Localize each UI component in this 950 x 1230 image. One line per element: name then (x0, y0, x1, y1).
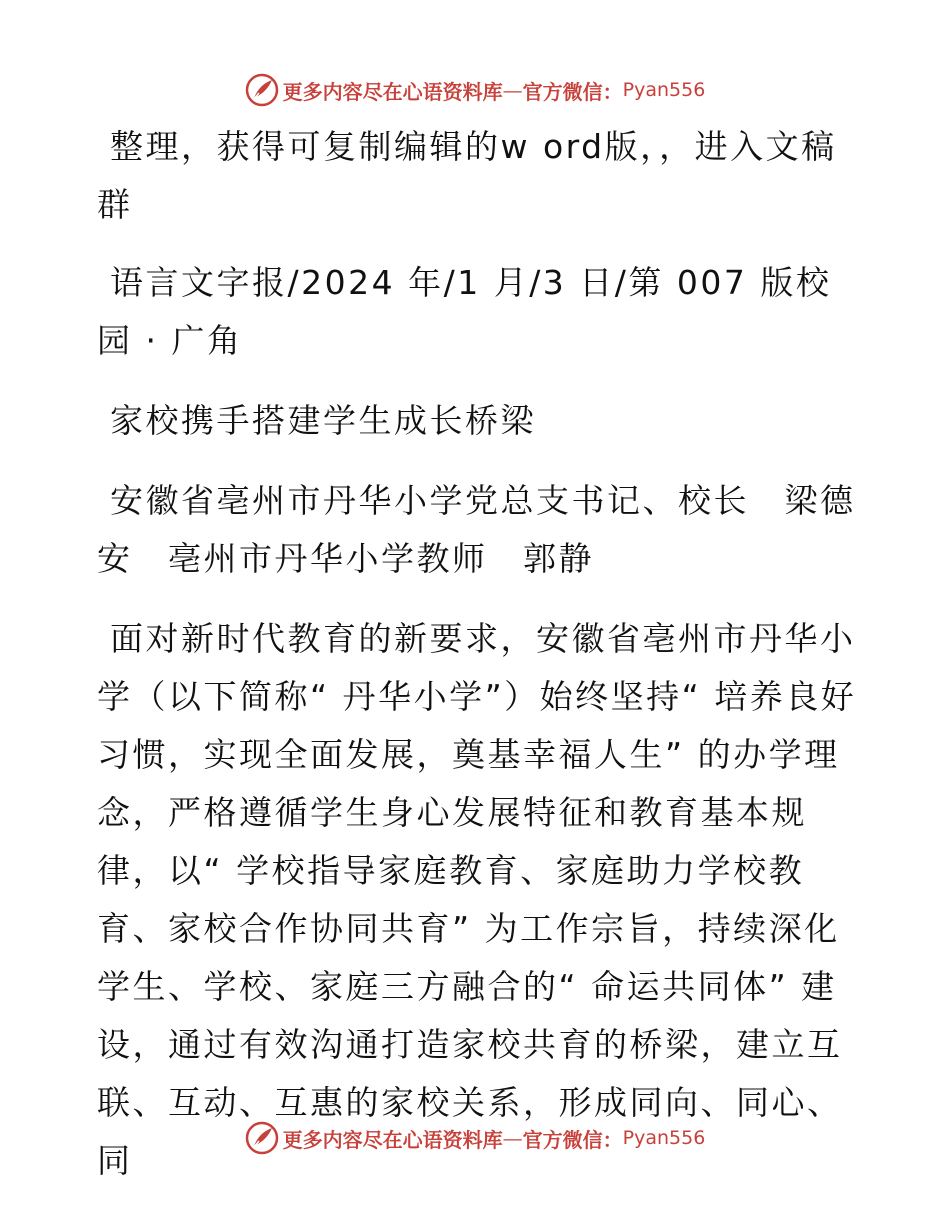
watermark-separator: — (502, 78, 523, 102)
watermark-wechat-id: Pyan556 (622, 1127, 706, 1149)
quill-pen-logo-icon (245, 1121, 279, 1155)
source-line: 语言文字报/2024 年/1 月/3 日/第 007 版校园 · 广角 (97, 263, 832, 360)
watermark-official-label: 官方微信： (522, 79, 623, 104)
watermark-promo-text: 更多内容尽在心语资料库 (282, 1127, 503, 1152)
document-body (97, 118, 857, 1212)
header-watermark (0, 70, 950, 110)
author-line: 安徽省亳州市丹华小学党总支书记、校长 梁德安 亳州市丹华小学教师 郭静 (97, 481, 856, 578)
watermark-wechat-id: Pyan556 (622, 79, 706, 101)
watermark-promo-text: 更多内容尽在心语资料库 (282, 79, 503, 104)
intro-paragraph: 整理，获得可复制编辑的w ord版，，进入文稿群 (97, 127, 837, 224)
watermark-official-label: 官方微信： (522, 1127, 623, 1152)
quill-pen-logo-icon (245, 73, 279, 107)
footer-watermark (0, 1118, 950, 1158)
watermark-separator: — (502, 1126, 523, 1150)
body-paragraph: 面对新时代教育的新要求，安徽省亳州市丹华小学（以下简称“ 丹华小学”）始终坚持“ 培养良好习惯，实现全面发展，奠基幸福人生” 的办学理念，严格遵循学生身心发展特征和教育基本规律，以“ 学校指导家庭教育、家庭助力学校教育、家校合作协同共育” 为工作宗旨，持续深化学生、学校、家庭三方融合的“ 命运共同体” 建设，通过有效沟通打造家校共育的桥梁，建立互联、互动、互惠的家校关系，形成同向、同心、同 (97, 619, 857, 1180)
article-title: 家校携手搭建学生成长桥梁 (110, 401, 536, 440)
